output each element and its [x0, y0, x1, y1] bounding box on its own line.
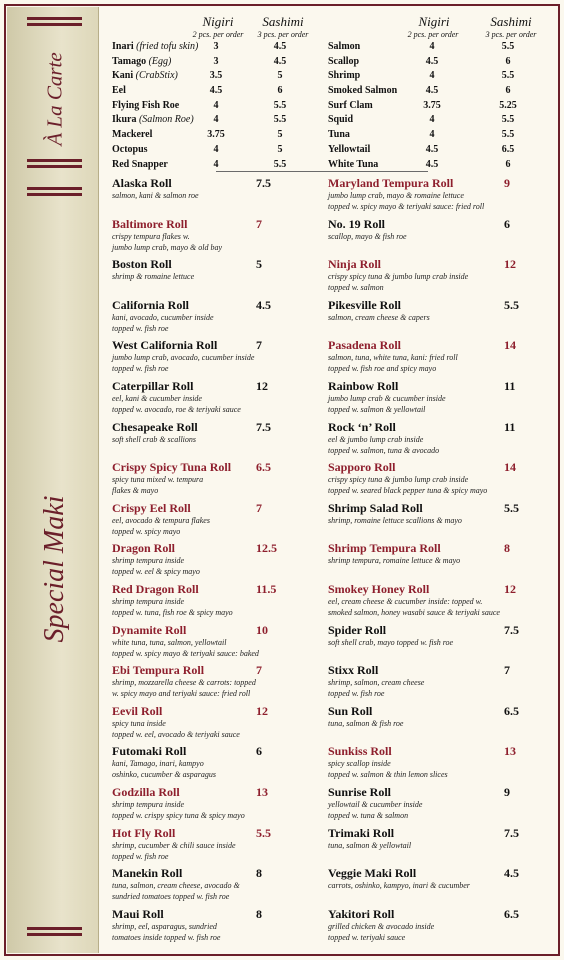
nigiri-price: 4 [213, 158, 219, 170]
maki-item [112, 258, 324, 299]
item-name [328, 158, 378, 173]
a-la-carte-row [328, 128, 538, 143]
nigiri-price: 4 [429, 129, 435, 141]
maki-item [328, 502, 542, 543]
item-name-text: Kani [112, 70, 134, 82]
item-name-text: White Tuna [328, 158, 379, 170]
sashimi-price: 6 [277, 85, 283, 97]
maki-name: Trimaki Roll [328, 825, 395, 840]
maki-description: shrimp, romaine lettuce scallions & mayo [328, 515, 462, 525]
a-la-carte-row [112, 143, 334, 158]
item-name-text: Yellowtail [328, 143, 371, 155]
maki-item [112, 624, 324, 665]
maki-item [112, 461, 324, 502]
item-name-text: Eel [112, 85, 126, 97]
maki-description: spicy tuna mixed w. tempura [112, 475, 204, 485]
divider-bars [27, 187, 82, 190]
maki-description: topped w. seared black pepper tuna & spicy mayo [328, 486, 488, 496]
sashimi-subheader: 3 pcs. per order [257, 30, 309, 39]
maki-description: crispy spicy tuna & jumbo lump crab inside [328, 272, 469, 282]
item-name-text: Surf Clam [328, 99, 373, 111]
sashimi-price: 6 [505, 85, 511, 97]
item-name [112, 128, 152, 143]
maki-item [328, 867, 542, 908]
maki-price: 7 [256, 338, 262, 353]
nigiri-price: 4.5 [425, 158, 439, 170]
maki-description: shrimp & romaine lettuce [112, 272, 195, 282]
nigiri-price: 4 [429, 41, 435, 52]
maki-name: West California Roll [112, 338, 218, 353]
item-note: (Salmon Roe) [138, 114, 194, 126]
maki-description: shrimp tempura inside [112, 556, 184, 566]
maki-price: 13 [504, 744, 516, 759]
nigiri-subheader: 2 pcs. per order [407, 30, 459, 39]
item-name [112, 40, 198, 55]
item-name-text: Squid [328, 114, 354, 126]
maki-description: oshinko, cucumber & asparagus [112, 770, 216, 780]
sashimi-price: 5 [277, 129, 283, 141]
maki-description: crispy tempura flakes w. [112, 231, 190, 241]
a-la-carte-row [112, 84, 334, 99]
maki-item [112, 542, 324, 583]
maki-description: jumbo lump crab, mayo & old bay [112, 242, 222, 252]
maki-description: eel, cream cheese & cucumber inside: topped w. [328, 596, 483, 606]
a-la-carte-row [112, 113, 334, 128]
maki-item [112, 177, 324, 218]
maki-description: shrimp tempura inside [112, 799, 184, 809]
maki-item [112, 867, 324, 908]
item-name-text: Tamago [112, 55, 147, 67]
maki-name: Maui Roll [112, 906, 164, 921]
maki-item [328, 421, 542, 462]
maki-name: Yakitori Roll [328, 906, 395, 921]
maki-description: eel, kani & cucumber inside [112, 393, 202, 403]
maki-name: Rainbow Roll [328, 378, 399, 393]
maki-price: 7.5 [504, 622, 519, 637]
item-name-text: Ikura [112, 114, 137, 126]
sashimi-price: 6 [505, 158, 511, 170]
nigiri-price: 4 [429, 114, 435, 126]
maki-item [328, 624, 542, 665]
maki-description: spicy tuna inside [112, 718, 166, 728]
maki-price: 8 [256, 866, 262, 881]
maki-description: white tuna, tuna, salmon, yellowtail [112, 637, 227, 647]
maki-price: 11.5 [256, 581, 277, 596]
maki-price: 4.5 [504, 866, 519, 881]
maki-description: flakes & mayo [112, 486, 159, 496]
item-name [328, 99, 373, 114]
maki-item [112, 705, 324, 746]
maki-price: 11 [504, 419, 516, 434]
a-la-carte-left-table [112, 14, 334, 172]
item-note: (CrabStix) [135, 70, 178, 82]
nigiri-price: 4 [429, 70, 435, 82]
maki-price: 6.5 [504, 906, 519, 921]
maki-name: California Roll [112, 297, 189, 312]
maki-name: Dynamite Roll [112, 622, 187, 637]
maki-item [112, 339, 324, 380]
maki-description: topped w. spicy mayo & teriyaki sauce: baked [112, 648, 259, 658]
maki-price: 12 [504, 257, 516, 272]
item-name [328, 84, 397, 99]
maki-item [328, 218, 542, 259]
sashimi-header: Sashimi [262, 14, 304, 29]
maki-name: Chesapeake Roll [112, 419, 198, 434]
maki-description: eel, avocado & tempura flakes [112, 515, 210, 525]
a-la-carte-row [112, 128, 334, 143]
maki-name: Rock ‘n’ Roll [328, 419, 396, 434]
maki-description: topped w. salmon [328, 283, 384, 293]
maki-item [112, 502, 324, 543]
maki-description: salmon, cream cheese & capers [328, 312, 430, 322]
maki-name: Maryland Tempura Roll [328, 176, 454, 190]
maki-left-column [112, 177, 324, 948]
nigiri-price: 3 [213, 55, 219, 67]
maki-item [112, 380, 324, 421]
maki-name: Caterpillar Roll [112, 378, 194, 393]
maki-price: 4.5 [256, 297, 271, 312]
maki-description: topped w. salmon, tuna & avocado [328, 445, 440, 455]
maki-name: Eevil Roll [112, 703, 163, 718]
maki-description: topped w. spicy mayo [112, 526, 181, 536]
maki-name: Stixx Roll [328, 663, 379, 678]
maki-price: 7 [256, 216, 262, 231]
maki-price: 5.5 [256, 825, 271, 840]
maki-description: shrimp, salmon, cream cheese [328, 678, 425, 688]
maki-name: Manekin Roll [112, 866, 183, 881]
nigiri-price: 4 [213, 99, 219, 111]
maki-item [328, 827, 542, 868]
item-name-text: Scallop [328, 55, 360, 67]
a-la-carte-rows [328, 40, 538, 172]
a-la-carte-row [328, 69, 538, 84]
maki-description: topped w. eel & spicy mayo [112, 567, 200, 577]
a-la-carte-row [328, 40, 538, 55]
maki-name: Sun Roll [328, 703, 373, 718]
sashimi-header: Sashimi [490, 14, 532, 29]
item-name [328, 128, 350, 143]
maki-description: jumbo lump crab, mayo & romaine lettuce [328, 191, 464, 200]
a-la-carte-row [328, 158, 538, 173]
maki-price: 8 [256, 906, 262, 921]
maki-description: jumbo lump crab, avocado, cucumber inside [112, 353, 255, 363]
maki-item [328, 745, 542, 786]
maki-description: yellowtail & cucumber inside [328, 799, 423, 809]
maki-description: sundried tomatoes topped w. fish roe [112, 892, 230, 902]
maki-item [112, 745, 324, 786]
maki-price: 5.5 [504, 500, 519, 515]
maki-description: topped w. tuna & salmon [328, 810, 409, 820]
maki-name: Alaska Roll [112, 176, 172, 190]
maki-price: 13 [256, 784, 268, 799]
maki-description: kani, avocado, cucumber inside [112, 312, 214, 322]
section-title-special-maki: Special Maki [39, 495, 70, 643]
maki-description: topped w. fish roe [112, 364, 169, 374]
maki-description: tomatoes inside topped w. fish roe [112, 932, 221, 942]
maki-price: 6 [504, 216, 510, 231]
sashimi-price: 5.5 [501, 41, 515, 52]
section-title-a-la-carte: À La Carte [42, 52, 67, 146]
divider-bars [27, 17, 82, 20]
maki-item [112, 299, 324, 340]
nigiri-price: 3.75 [207, 129, 225, 141]
nigiri-header: Nigiri [418, 14, 450, 29]
item-name-text: Mackerel [112, 129, 153, 141]
maki-description: scallop, mayo & fish roe [328, 231, 407, 241]
nigiri-price: 4 [213, 114, 219, 126]
nigiri-price: 3.75 [423, 99, 441, 111]
sashimi-price: 5 [277, 70, 283, 82]
maki-description: spicy scallop inside [328, 759, 391, 769]
maki-price: 11 [504, 378, 516, 393]
item-name [328, 143, 370, 158]
item-note: (Egg) [148, 55, 172, 67]
maki-description: topped w. tuna, fish roe & spicy mayo [112, 607, 233, 617]
a-la-carte-right-table [328, 14, 538, 172]
sashimi-price: 6 [505, 55, 511, 67]
maki-price: 12.5 [256, 541, 277, 556]
maki-item [328, 461, 542, 502]
maki-description: salmon, kani & salmon roe [112, 191, 199, 200]
maki-item [112, 218, 324, 259]
a-la-carte-row [328, 84, 538, 99]
maki-price: 7 [256, 500, 262, 515]
maki-description: shrimp, cucumber & chili sauce inside [112, 840, 236, 850]
maki-description: tuna, salmon & fish roe [328, 718, 404, 728]
sashimi-price: 5.5 [501, 129, 515, 141]
nigiri-price: 4.5 [425, 55, 439, 67]
nigiri-price: 4.5 [425, 85, 439, 97]
maki-name: Boston Roll [112, 257, 172, 272]
item-name [328, 55, 359, 70]
maki-item [328, 664, 542, 705]
sashimi-price: 4.5 [273, 41, 287, 52]
item-name [112, 143, 148, 158]
maki-name: Futomaki Roll [112, 744, 187, 759]
maki-name: Crispy Spicy Tuna Roll [112, 460, 232, 475]
maki-name: Pasadena Roll [328, 338, 402, 353]
maki-description: topped w. crispy spicy tuna & spicy mayo [112, 810, 245, 820]
maki-name: No. 19 Roll [328, 216, 385, 231]
price-header [328, 14, 538, 40]
sashimi-price: 5.5 [501, 114, 515, 126]
maki-price: 14 [504, 338, 516, 353]
maki-name: Pikesville Roll [328, 297, 401, 312]
item-name [328, 113, 353, 128]
maki-name: Ninja Roll [328, 257, 382, 272]
maki-item [328, 786, 542, 827]
maki-item [328, 542, 542, 583]
item-name-text: Octopus [112, 143, 148, 155]
a-la-carte-row [328, 55, 538, 70]
maki-name: Sapporo Roll [328, 460, 396, 475]
maki-description: topped w. eel, avocado & teriyaki sauce [112, 729, 240, 739]
maki-price: 5 [256, 257, 262, 272]
maki-name: Sunkiss Roll [328, 744, 392, 759]
section-divider [216, 171, 428, 172]
maki-description: topped w. salmon & thin lemon slices [328, 770, 448, 780]
maki-name: Hot Fly Roll [112, 825, 176, 840]
sashimi-price: 5.5 [273, 99, 287, 111]
divider-bars [27, 927, 82, 930]
maki-right-column [328, 177, 542, 948]
sashimi-price: 5.5 [273, 114, 287, 126]
section-sidebar [7, 7, 99, 953]
sashimi-price: 5.5 [501, 70, 515, 82]
maki-description: crispy spicy tuna & jumbo lump crab inside [328, 475, 469, 485]
maki-price: 7 [256, 663, 262, 678]
item-name [328, 69, 360, 84]
maki-description: tuna, salmon, cream cheese, avocado & [112, 881, 240, 891]
maki-price: 6.5 [256, 460, 271, 475]
nigiri-subheader: 2 pcs. per order [192, 30, 244, 39]
maki-price: 7 [504, 663, 510, 678]
maki-name: Ebi Tempura Roll [112, 663, 205, 678]
maki-description: shrimp tempura inside [112, 596, 184, 606]
maki-description: topped w. avocado, roe & teriyaki sauce [112, 404, 241, 414]
maki-name: Dragon Roll [112, 541, 175, 556]
maki-price: 9 [504, 176, 510, 190]
maki-price: 14 [504, 460, 516, 475]
item-name-text: Red Snapper [112, 158, 168, 170]
maki-description: topped w. salmon & yellowtail [328, 404, 426, 414]
maki-price: 6.5 [504, 703, 519, 718]
maki-price: 12 [504, 581, 516, 596]
maki-description: jumbo lump crab & cucumber inside [328, 393, 446, 403]
maki-description: topped w. fish roe [328, 689, 385, 699]
a-la-carte-row [112, 55, 334, 70]
maki-item [328, 908, 542, 949]
maki-name: Godzilla Roll [112, 784, 180, 799]
maki-description: shrimp, eel, asparagus, sundried [112, 921, 217, 931]
maki-description: shrimp tempura, romaine lettuce & mayo [328, 556, 461, 566]
maki-description: carrots, oshinko, kampyo, inari & cucumber [328, 881, 470, 891]
maki-description: salmon, tuna, white tuna, kani: fried roll [328, 353, 458, 363]
maki-item [328, 339, 542, 380]
maki-description: w. spicy mayo and teriyaki sauce: fried roll [112, 689, 251, 699]
a-la-carte-rows [112, 40, 334, 172]
maki-name: Veggie Maki Roll [328, 866, 417, 881]
maki-description: tuna, salmon & yellowtail [328, 840, 412, 850]
sashimi-price: 5 [277, 143, 283, 155]
nigiri-price: 3 [213, 41, 219, 52]
maki-price: 12 [256, 378, 268, 393]
maki-description: smoked salmon, honey wasabi sauce & teriyaki sauce [328, 607, 500, 617]
maki-item [328, 705, 542, 746]
maki-description: topped w. fish roe and spicy mayo [328, 364, 437, 374]
maki-price: 8 [504, 541, 510, 556]
maki-name: Crispy Eel Roll [112, 500, 191, 515]
maki-item [112, 827, 324, 868]
maki-name: Sunrise Roll [328, 784, 392, 799]
sashimi-price: 6.5 [501, 143, 515, 155]
maki-price: 9 [504, 784, 510, 799]
item-name-text: Salmon [328, 41, 361, 52]
maki-description: topped w. fish roe [112, 323, 169, 333]
item-name-text: Inari [112, 41, 134, 52]
maki-name: Red Dragon Roll [112, 581, 199, 596]
maki-description: soft shell crab, mayo topped w. fish roe [328, 637, 454, 647]
maki-item [112, 421, 324, 462]
item-name-text: Tuna [328, 129, 350, 141]
maki-name: Smokey Honey Roll [328, 581, 430, 596]
maki-price: 5.5 [504, 297, 519, 312]
nigiri-price: 4.5 [209, 85, 223, 97]
nigiri-price: 4.5 [425, 143, 439, 155]
item-name-text: Flying Fish Roe [112, 99, 180, 111]
maki-name: Shrimp Tempura Roll [328, 541, 441, 556]
item-name [112, 113, 194, 128]
maki-name: Spider Roll [328, 622, 387, 637]
maki-item [328, 380, 542, 421]
maki-item [328, 583, 542, 624]
item-name [328, 40, 360, 55]
sashimi-price: 4.5 [273, 55, 287, 67]
maki-item [112, 786, 324, 827]
item-name [112, 84, 126, 99]
sashimi-price: 5.25 [499, 99, 517, 111]
a-la-carte-row [112, 158, 334, 173]
item-name-text: Smoked Salmon [328, 85, 398, 97]
a-la-carte-row [112, 99, 334, 114]
a-la-carte-row [328, 143, 538, 158]
maki-name: Shrimp Salad Roll [328, 500, 423, 515]
maki-description: topped w. teriyaki sauce [328, 932, 406, 942]
maki-description: eel & jumbo lump crab inside [328, 434, 424, 444]
nigiri-price: 3.5 [209, 70, 223, 82]
price-header [112, 14, 334, 40]
maki-price: 7.5 [256, 176, 271, 190]
maki-item [328, 177, 542, 218]
maki-description: topped w. fish roe [112, 851, 169, 861]
maki-description: grilled chicken & avocado inside [328, 921, 435, 931]
maki-name: Baltimore Roll [112, 216, 188, 231]
maki-item [112, 583, 324, 624]
maki-description: shrimp, mozzarella cheese & carrots: topped [112, 678, 256, 688]
item-name [112, 99, 179, 114]
maki-description: soft shell crab & scallions [112, 434, 196, 444]
item-name-text: Shrimp [328, 70, 361, 82]
maki-price: 6 [256, 744, 262, 759]
maki-price: 7.5 [504, 825, 519, 840]
nigiri-price: 4 [213, 143, 219, 155]
maki-item [112, 908, 324, 949]
item-name [112, 69, 178, 84]
maki-description: topped w. spicy mayo & teriyaki sauce: fried roll [328, 202, 485, 211]
a-la-carte-row [112, 40, 334, 55]
item-note: (fried tofu skin) [136, 41, 199, 52]
maki-item [328, 258, 542, 299]
a-la-carte-row [328, 99, 538, 114]
sashimi-price: 5.5 [273, 158, 287, 170]
item-name [112, 158, 168, 173]
maki-item [328, 299, 542, 340]
maki-price: 10 [256, 622, 268, 637]
divider-bars [27, 159, 82, 162]
maki-description: kani, Tamago, inari, kampyo [112, 759, 204, 769]
sashimi-subheader: 3 pcs. per order [485, 30, 537, 39]
a-la-carte-row [328, 113, 538, 128]
maki-price: 12 [256, 703, 268, 718]
nigiri-header: Nigiri [202, 14, 234, 29]
maki-item [112, 664, 324, 705]
maki-price: 7.5 [256, 419, 271, 434]
item-name [112, 55, 171, 70]
a-la-carte-row [112, 69, 334, 84]
